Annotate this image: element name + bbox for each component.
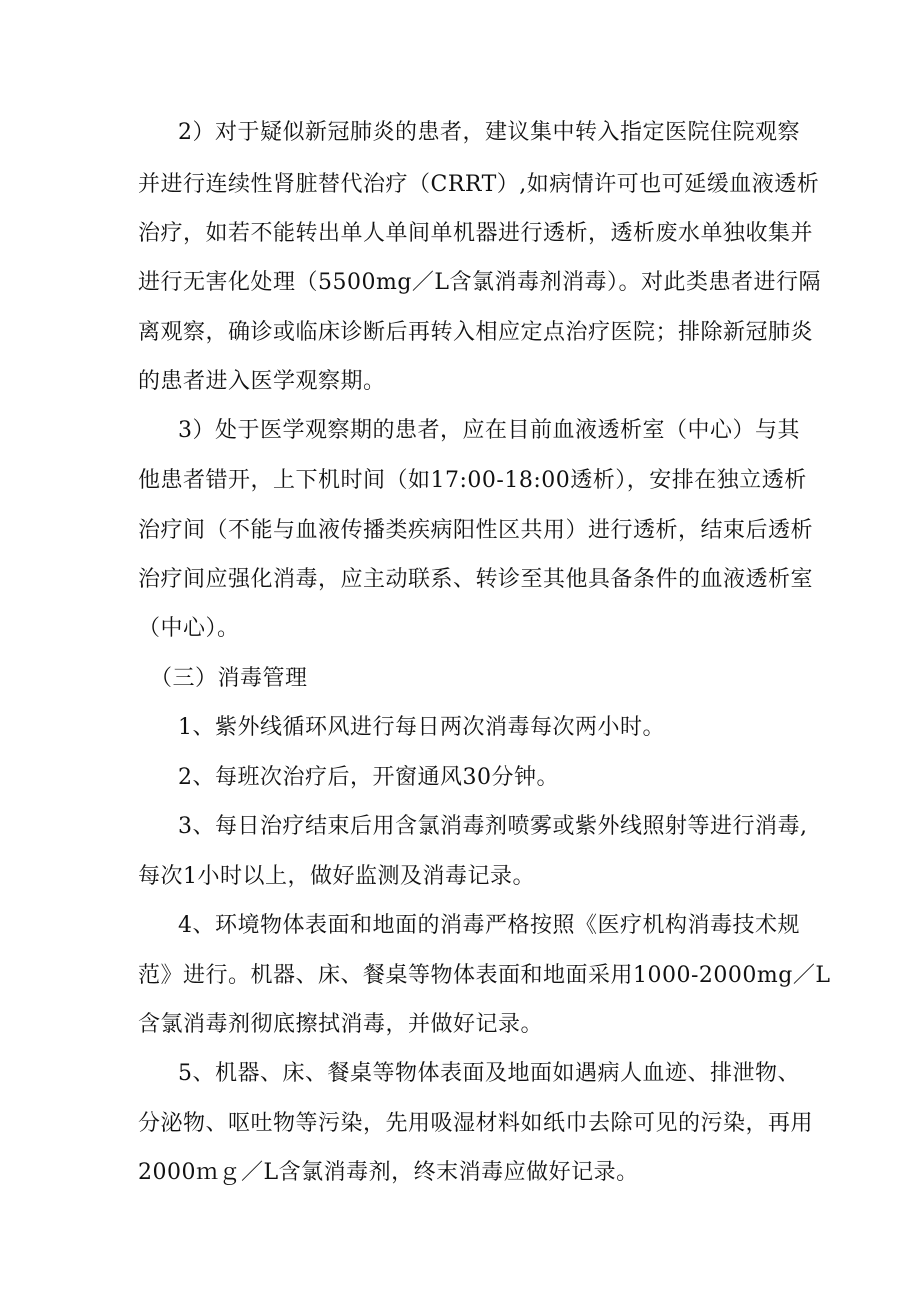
paragraph-2-line-1: 2）对于疑似新冠肺炎的患者，建议集中转入指定医院住院观察 bbox=[178, 120, 800, 145]
item-3-line-2: 每次1小时以上，做好监测及消毒记录。 bbox=[138, 864, 535, 889]
paragraph-3-line-4: 治疗间应强化消毒，应主动联系、转诊至其他具备条件的血液透析室 bbox=[138, 567, 814, 592]
item-1-line-1: 1、紫外线循环风进行每日两次消毒每次两小时。 bbox=[178, 715, 665, 740]
item-5-line-3: 2000ｍｇ／L含氯消毒剂，终末消毒应做好记录。 bbox=[138, 1160, 639, 1185]
paragraph-3-line-1: 3）处于医学观察期的患者，应在目前血液透析室（中心）与其 bbox=[178, 418, 800, 443]
item-4-line-1: 4、环境物体表面和地面的消毒严格按照《医疗机构消毒技术规 bbox=[178, 913, 800, 938]
paragraph-3-line-3: 治疗间（不能与血液传播类疾病阳性区共用）进行透析，结束后透析 bbox=[138, 518, 814, 543]
item-5-line-2: 分泌物、呕吐物等污染，先用吸湿材料如纸巾去除可见的污染，再用 bbox=[138, 1111, 814, 1136]
item-3-line-1: 3、每日治疗结束后用含氯消毒剂喷雾或紫外线照射等进行消毒, bbox=[178, 814, 808, 839]
item-4-line-2: 范》进行。机器、床、餐桌等物体表面和地面采用1000-2000mg／L bbox=[138, 963, 831, 988]
paragraph-3-line-5: （中心）。 bbox=[138, 616, 240, 641]
paragraph-3-line-2: 他患者错开，上下机时间（如17:00-18:00透析），安排在独立透析 bbox=[138, 468, 807, 493]
item-2-line-1: 2、每班次治疗后，开窗通风30分钟。 bbox=[178, 765, 559, 790]
item-4-line-3: 含氯消毒剂彻底擦拭消毒，并做好记录。 bbox=[138, 1012, 544, 1037]
paragraph-2-line-5: 离观察，确诊或临床诊断后再转入相应定点治疗医院；排除新冠肺炎 bbox=[138, 320, 814, 345]
paragraph-2-line-2: 并进行连续性肾脏替代治疗（CRRT）,如病情许可也可延缓血液透析 bbox=[138, 172, 820, 197]
paragraph-2-line-3: 治疗，如若不能转出单人单间单机器进行透析，透析废水单独收集并 bbox=[138, 221, 814, 246]
paragraph-2-line-6: 的患者进入医学观察期。 bbox=[138, 369, 386, 394]
item-5-line-1: 5、机器、床、餐桌等物体表面及地面如遇病人血迹、排泄物、 bbox=[178, 1061, 800, 1086]
paragraph-2-line-4: 进行无害化处理（5500mg／L含氯消毒剂消毒）。对此类患者进行隔 bbox=[138, 270, 822, 295]
section-heading-disinfection: （三）消毒管理 bbox=[150, 666, 308, 691]
